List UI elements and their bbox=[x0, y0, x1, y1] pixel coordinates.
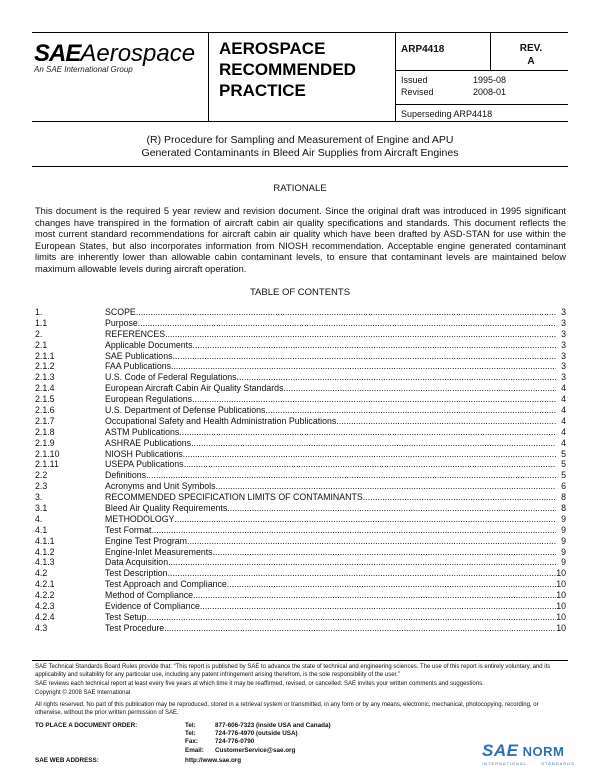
toc-leader-dots bbox=[172, 351, 556, 362]
toc-title: RECOMMENDED SPECIFICATION LIMITS OF CONTAMINANTS bbox=[105, 492, 363, 503]
toc-page-number: 10 bbox=[556, 590, 566, 601]
toc-page-number: 9 bbox=[561, 535, 566, 546]
toc-page-number: 10 bbox=[556, 579, 566, 590]
toc-number: 3.1 bbox=[35, 503, 48, 514]
sae-norm-logo: SAE NORM INTERNATIONAL STANDARDS bbox=[482, 741, 575, 766]
toc-leader-dots bbox=[213, 547, 556, 558]
toc-title: Evidence of Compliance bbox=[105, 601, 200, 612]
toc-entry[interactable] bbox=[35, 579, 566, 590]
title-bottom-rule bbox=[32, 166, 568, 167]
toc-title: Test Description bbox=[105, 568, 168, 579]
toc-entry[interactable] bbox=[35, 459, 566, 470]
toc-number: 4.1.3 bbox=[35, 557, 55, 568]
toc-page-number: 10 bbox=[556, 568, 566, 579]
toc-heading: TABLE OF CONTENTS bbox=[249, 287, 351, 298]
toc-number: 1. bbox=[35, 307, 43, 317]
toc-entry[interactable] bbox=[35, 481, 566, 492]
toc-title: Definitions bbox=[105, 470, 147, 481]
toc-page-number: 4 bbox=[561, 415, 566, 426]
toc-number: 4. bbox=[35, 513, 43, 524]
toc-entry[interactable] bbox=[35, 525, 566, 536]
toc-entry[interactable] bbox=[35, 568, 566, 579]
toc-title: U.S. Department of Defense Publications bbox=[105, 405, 266, 416]
toc-title: European Aircraft Cabin Air Quality Standards bbox=[105, 383, 284, 394]
toc-page-number: 3 bbox=[561, 328, 566, 339]
toc-number: 2.1.10 bbox=[35, 448, 60, 459]
toc-title: Applicable Documents bbox=[105, 339, 193, 350]
header-top-rule bbox=[32, 32, 568, 33]
document-number: ARP4418 bbox=[401, 44, 445, 55]
toc-number: 2.1.6 bbox=[35, 405, 55, 416]
rationale-text: This document is the required 5 year review and revision document. Since the original draft was introduced in 1995 significant changes have transpired in the formation of aircraft cabin air quality specifications and standards. This document reflects the most current standard recommendations for aircraft cabin air quality which have been drafted by ASD-STAN for use within the European States, but also incorporates information from NIOSH recommendation. Acceptable engine generated contaminant limits are inherently lower than allowable cabin contaminant levels, to ensure that contaminant levels are maintained below maximum allowable levels during aircraft operation. bbox=[35, 206, 566, 274]
toc-title: SCOPE bbox=[105, 307, 136, 317]
toc-title: USEPA Publications bbox=[105, 459, 184, 470]
toc-leader-dots bbox=[138, 318, 556, 329]
toc-leader-dots bbox=[237, 372, 556, 383]
toc-number: 2.2 bbox=[35, 470, 48, 481]
toc-entry[interactable] bbox=[35, 590, 566, 601]
toc-title: FAA Publications bbox=[105, 361, 172, 372]
toc-page-number: 4 bbox=[561, 437, 566, 448]
toc-title: Method of Compliance bbox=[105, 590, 194, 601]
toc-number: 2.1.11 bbox=[35, 459, 59, 470]
toc-entry[interactable] bbox=[35, 361, 566, 372]
toc-page-number: 3 bbox=[561, 339, 566, 350]
toc-page-number: 9 bbox=[561, 513, 566, 524]
toc-entry[interactable] bbox=[35, 470, 566, 481]
toc-title: Bleed Air Quality Requirements bbox=[105, 503, 228, 514]
toc-leader-dots bbox=[147, 612, 556, 623]
toc-leader-dots bbox=[200, 601, 556, 612]
toc-number: 4.1.1 bbox=[35, 535, 55, 546]
toc-entry[interactable] bbox=[35, 340, 566, 351]
toc-number: 2.1.1 bbox=[35, 350, 55, 361]
toc-number: 2. bbox=[35, 328, 43, 339]
toc-page-number: 4 bbox=[561, 405, 566, 416]
toc-title: Test Setup bbox=[105, 611, 147, 622]
superseding-note: Superseding ARP4418 bbox=[401, 109, 493, 119]
toc-leader-dots bbox=[179, 427, 556, 438]
toc-number: 2.1.8 bbox=[35, 426, 55, 437]
toc-title: European Regulations bbox=[105, 394, 193, 405]
toc-page-number: 3 bbox=[561, 350, 566, 361]
toc-number: 2.1 bbox=[35, 339, 48, 350]
toc-leader-dots bbox=[164, 623, 556, 634]
toc-leader-dots bbox=[151, 525, 556, 536]
toc-leader-dots bbox=[168, 568, 556, 579]
toc-entry[interactable] bbox=[35, 318, 566, 329]
toc-entry[interactable] bbox=[35, 536, 566, 547]
toc-number: 2.1.5 bbox=[35, 394, 55, 405]
toc-page-number: 4 bbox=[561, 383, 566, 394]
web-link[interactable]: http://www.sae.org bbox=[185, 757, 242, 764]
header-bottom-rule bbox=[32, 121, 568, 122]
toc-entry[interactable] bbox=[35, 557, 566, 568]
toc-entry[interactable] bbox=[35, 449, 566, 460]
toc-entry[interactable] bbox=[35, 416, 566, 427]
toc-page-number: 9 bbox=[561, 557, 566, 568]
toc-entry[interactable] bbox=[35, 612, 566, 623]
toc-number: 2.1.2 bbox=[35, 361, 55, 372]
table-of-contents bbox=[35, 307, 566, 634]
toc-number: 1.1 bbox=[35, 317, 48, 328]
footer-copyright: Copyright © 2008 SAE International bbox=[35, 690, 131, 696]
header-divider bbox=[490, 32, 491, 70]
footer-rule bbox=[32, 660, 568, 661]
toc-entry[interactable] bbox=[35, 427, 566, 438]
toc-title: Test Procedure bbox=[105, 622, 165, 633]
toc-number: 4.2.2 bbox=[35, 590, 55, 601]
toc-page-number: 5 bbox=[561, 448, 566, 459]
email-link[interactable]: CustomerService@sae.org bbox=[215, 746, 296, 754]
toc-page-number: 3 bbox=[561, 317, 566, 328]
toc-entry[interactable] bbox=[35, 383, 566, 394]
toc-page-number: 5 bbox=[561, 470, 566, 481]
document-title: (R) Procedure for Sampling and Measurement of Engine and APU Generated Contaminants in Bleed Air Supplies from Aircraft Engines bbox=[141, 134, 459, 159]
toc-title: U.S. Code of Federal Regulations bbox=[105, 372, 237, 383]
toc-leader-dots bbox=[192, 394, 556, 405]
toc-title: Acronyms and Unit Symbols bbox=[105, 481, 216, 492]
toc-page-number: 10 bbox=[556, 622, 566, 633]
toc-entry[interactable] bbox=[35, 394, 566, 405]
footer-rules-text: SAE Technical Standards Board Rules provide that: “This report is published by SAE to advance the state of technical and engineering sciences. The use of this report is entirely voluntary, and its applicability and suitability for any particular use, including any patent infringement arising therefrom, is the sole responsibility of the user.” bbox=[35, 664, 551, 678]
toc-title: NIOSH Publications bbox=[105, 448, 183, 459]
toc-page-number: 8 bbox=[561, 503, 566, 514]
toc-page-number: 9 bbox=[561, 524, 566, 535]
toc-page-number: 4 bbox=[561, 394, 566, 405]
toc-leader-dots bbox=[265, 405, 556, 416]
toc-title: Test Format bbox=[105, 524, 152, 535]
toc-entry[interactable] bbox=[35, 372, 566, 383]
toc-page-number: 3 bbox=[561, 307, 566, 317]
toc-number: 2.1.7 bbox=[35, 415, 55, 426]
toc-entry[interactable] bbox=[35, 351, 566, 362]
toc-title: METHODOLOGY bbox=[105, 513, 175, 524]
toc-leader-dots bbox=[136, 307, 556, 318]
toc-leader-dots bbox=[193, 590, 556, 601]
toc-title: Purpose bbox=[105, 317, 138, 328]
toc-leader-dots bbox=[187, 536, 556, 547]
toc-title: ASTM Publications bbox=[105, 426, 180, 437]
order-contact: TO PLACE A DOCUMENT ORDER: Tel: 877-606-7323 (inside USA and Canada) Tel: 724-776-4970 (outside USA) Fax: 724-776-0790 Email: CustomerService@sae.org bbox=[35, 722, 331, 754]
toc-number: 4.2 bbox=[35, 568, 48, 579]
sae-aerospace-logo: SAEAerospace An SAE International Group bbox=[34, 40, 196, 74]
toc-title: SAE Publications bbox=[105, 350, 173, 361]
toc-page-number: 3 bbox=[561, 361, 566, 372]
toc-number: 2.1.9 bbox=[35, 437, 55, 448]
toc-entry[interactable] bbox=[35, 405, 566, 416]
toc-leader-dots bbox=[183, 449, 556, 460]
rationale-heading: RATIONALE bbox=[273, 183, 327, 194]
toc-entry[interactable] bbox=[35, 492, 566, 503]
toc-number: 4.2.4 bbox=[35, 611, 55, 622]
toc-title: Engine Test Program bbox=[105, 535, 187, 546]
toc-number: 4.2.1 bbox=[35, 579, 55, 590]
toc-entry[interactable] bbox=[35, 601, 566, 612]
issue-dates: Issued 1995-08 Revised 2008-01 bbox=[401, 75, 507, 97]
revision: REV. A bbox=[519, 43, 543, 67]
toc-leader-dots bbox=[174, 514, 556, 525]
toc-page-number: 8 bbox=[561, 492, 566, 503]
toc-number: 2.1.3 bbox=[35, 372, 55, 383]
toc-title: Engine-Inlet Measurements bbox=[105, 546, 213, 557]
toc-title: Test Approach and Compliance bbox=[105, 579, 227, 590]
toc-number: 4.2.3 bbox=[35, 601, 55, 612]
toc-leader-dots bbox=[283, 383, 556, 394]
toc-page-number: 4 bbox=[561, 426, 566, 437]
toc-leader-dots bbox=[146, 470, 556, 481]
toc-page-number: 9 bbox=[561, 546, 566, 557]
toc-entry[interactable] bbox=[35, 438, 566, 449]
toc-leader-dots bbox=[193, 340, 556, 351]
toc-page-number: 10 bbox=[556, 611, 566, 622]
toc-entry[interactable] bbox=[35, 503, 566, 514]
web-address: SAE WEB ADDRESS: http://www.sae.org bbox=[35, 757, 242, 764]
toc-leader-dots bbox=[363, 492, 556, 503]
toc-entry[interactable] bbox=[35, 547, 566, 558]
toc-leader-dots bbox=[191, 438, 556, 449]
toc-page-number: 5 bbox=[561, 459, 566, 470]
toc-leader-dots bbox=[171, 361, 556, 372]
toc-leader-dots bbox=[168, 557, 556, 568]
toc-title: ASHRAE Publications bbox=[105, 437, 192, 448]
toc-entry[interactable] bbox=[35, 307, 566, 318]
toc-page-number: 3 bbox=[561, 372, 566, 383]
toc-leader-dots bbox=[336, 416, 556, 427]
toc-entry[interactable] bbox=[35, 329, 566, 340]
toc-number: 4.1.2 bbox=[35, 546, 55, 557]
toc-title: Data Acquisition bbox=[105, 557, 169, 568]
header-divider bbox=[395, 104, 568, 105]
toc-number: 4.3 bbox=[35, 622, 48, 633]
toc-page-number: 6 bbox=[561, 481, 566, 492]
toc-title: Occupational Safety and Health Administration Publications bbox=[105, 415, 337, 426]
footer-review-text: SAE reviews each technical report at least every five years at which time it may be reaffirmed, revised, or cancelled. SAE invites your written comments and suggestions. bbox=[35, 681, 484, 687]
document-type-title: AEROSPACE RECOMMENDED PRACTICE bbox=[219, 39, 356, 100]
toc-leader-dots bbox=[216, 481, 557, 492]
toc-title: REFERENCES bbox=[105, 328, 166, 339]
toc-number: 4.1 bbox=[35, 524, 48, 535]
toc-entry[interactable] bbox=[35, 514, 566, 525]
toc-leader-dots bbox=[227, 579, 556, 590]
header-divider bbox=[208, 32, 209, 121]
toc-number: 3. bbox=[35, 492, 43, 503]
toc-page-number: 10 bbox=[556, 601, 566, 612]
toc-leader-dots bbox=[165, 329, 556, 340]
toc-number: 2.3 bbox=[35, 481, 48, 492]
header-divider bbox=[395, 32, 396, 121]
header-divider bbox=[395, 70, 568, 71]
toc-entry[interactable] bbox=[35, 623, 566, 634]
toc-number: 2.1.4 bbox=[35, 383, 55, 394]
toc-leader-dots bbox=[184, 459, 556, 470]
toc-leader-dots bbox=[227, 503, 556, 514]
footer-rights-text: All rights reserved. No part of this publication may be reproduced, stored in a retrieval system or transmitted, in any form or by any means, electronic, mechanical, photocopying, recording, or otherwise, without the prior written permission of SAE. bbox=[35, 702, 539, 716]
